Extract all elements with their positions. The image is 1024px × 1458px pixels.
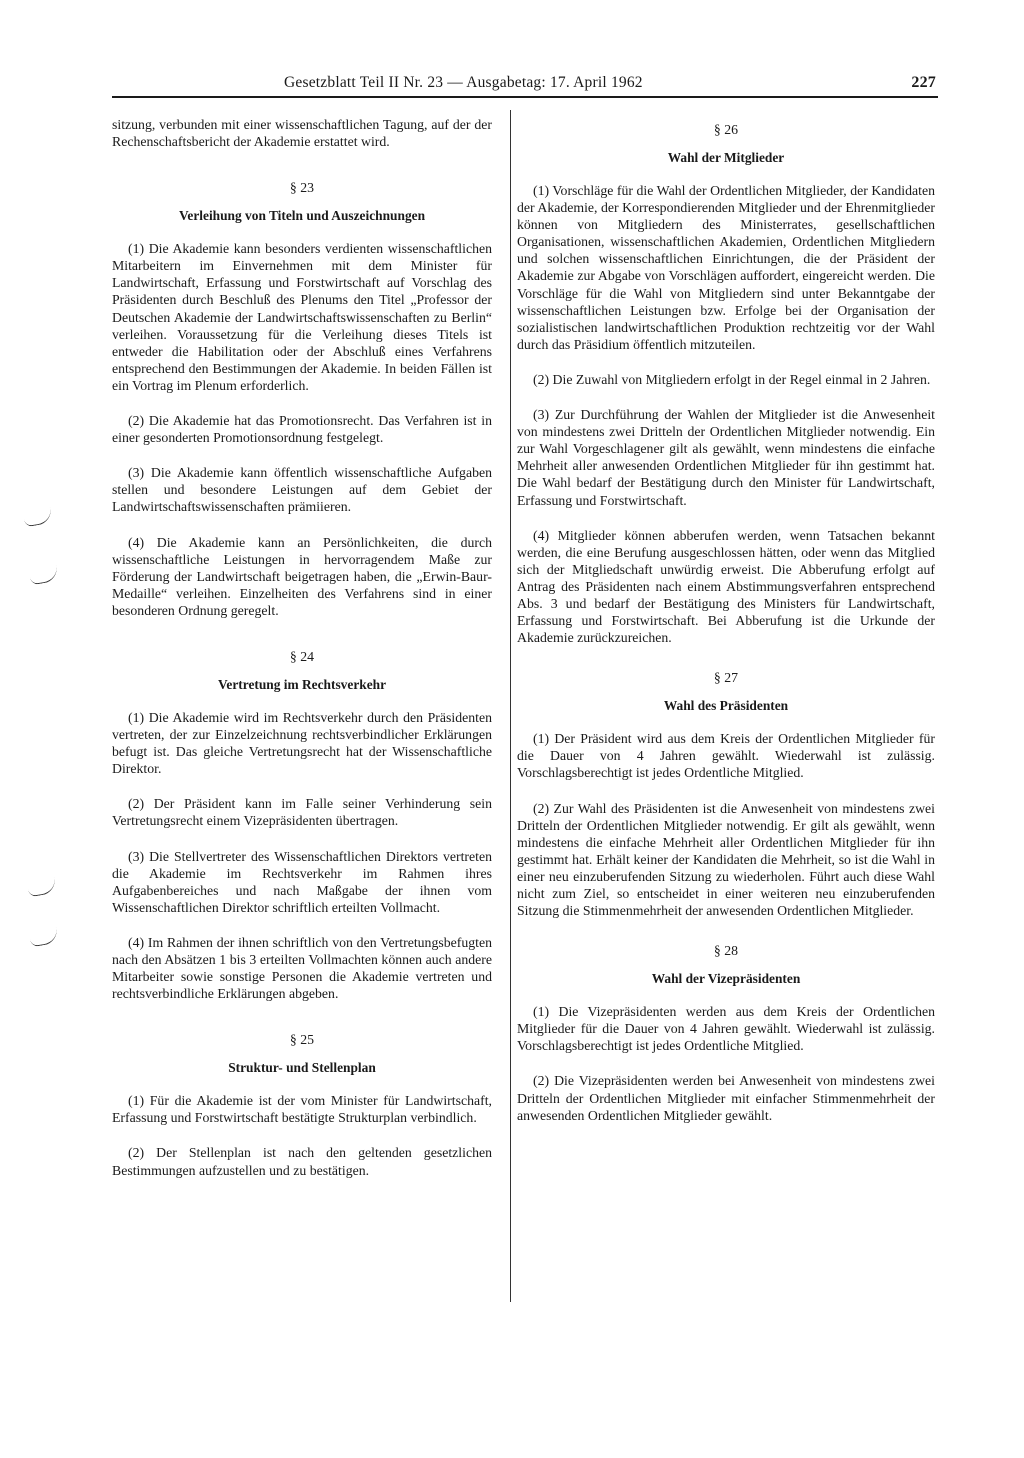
paragraph: (4) Mitglieder können abberufen werden, wenn Tatsachen bekannt werden, die eine Berufung ausgeschlossen hätten, oder wenn das Mitglied sich der Mitgliedschaft unwürdig erweist. Die Abberufung erfolgt auf Antrag des Präsidenten nach einem Abstimmungsverfahren entsprechend Abs. 3 und bedarf der Bestätigung des Ministers für Landwirtschaft, Erfassung und Forstwirtschaft. Bei Abberufung ist die Urkunde der Akademie zurückzureichen. [517,527,935,646]
section-title: Struktur- und Stellenplan [228,1060,376,1076]
paragraph: (3) Die Stellvertreter des Wissenschaftlichen Direktors vertreten die Akademie im Rechtsverkehr im Rahmen ihres Aufgabenbereiches und nach Maßgabe der ihnen vom Wissenschaftlichen Direktor schriftlich erteilten Vollmacht. [112,848,492,915]
section-number: § 23 [289,180,315,196]
margin-mark [23,508,53,528]
paragraph: (4) Im Rahmen der ihnen schriftlich von den Vertretungsbefugten nach den Absätzen 1 bis 3 erteilten Vollmachten können auch andere Mitarbeiter sowie sonstige Personen die Akademie vertreten und rechtsverbindliche Erklärungen abgeben. [112,934,492,1002]
paragraph: (1) Für die Akademie ist der vom Minister für Landwirtschaft, Erfassung und Forstwirtschaft bestätigte Strukturplan verbindlich. [112,1093,492,1126]
paragraph: sitzung, verbunden mit einer wissenschaftlichen Tagung, auf der der Rechenschaftsbericht der Akademie erstattet wird. [112,117,492,150]
margin-mark [29,928,59,948]
left-column [112,116,492,1197]
section-title: Vertretung im Rechtsverkehr [217,676,387,692]
section-title: Wahl des Präsidenten [663,698,789,714]
paragraph: (2) Die Zuwahl von Mitgliedern erfolgt in der Regel einmal in 2 Jahren. [533,371,931,387]
paragraph: (3) Die Akademie kann öffentlich wissenschaftliche Aufgaben stellen und besondere Leistungen auf dem Gebiet der Landwirtschaftswissenschaften prämiieren. [112,465,492,515]
paragraph: (2) Die Akademie hat das Promotionsrecht. Das Verfahren ist in einer gesonderten Promotionsordnung festgelegt. [112,413,492,446]
paragraph: (4) Die Akademie kann an Persönlichkeiten, die durch wissenschaftliche Leistungen in hervorragendem Maße zur Förderung der Landwirtschaft beigetragen haben, die „Erwin-Baur-Medaille“ verleihen. Einzelheiten des Verfahrens sind in einer besonderen Ordnung geregelt. [112,534,492,618]
section-number: § 27 [713,670,739,686]
paragraph: (1) Der Präsident wird aus dem Kreis der Ordentlichen Mitglieder für die Dauer von 4 Jahren gewählt. Wiederwahl ist zulässig. Vorschlagsberechtigt ist jedes Ordentliche Mitglied. [517,731,935,781]
paragraph: (2) Der Präsident kann im Falle seiner Verhinderung sein Vertretungsrecht einem Vizepräsidenten übertragen. [112,796,492,829]
section-number: § 24 [289,648,315,664]
section-number: § 26 [713,122,739,137]
column-divider [510,110,511,1302]
section-number: § 25 [289,1032,315,1048]
right-column [517,116,935,1142]
paragraph: (2) Zur Wahl des Präsidenten ist die Anwesenheit von mindestens zwei Dritteln der Ordentlichen Mitglieder notwendig. Er gilt als gewählt, wenn mindestens die einfache Mehrheit aller Ordentlichen Mitglieder für ihn gestimmt hat. Erhält keiner der Kandidaten die Mehrheit, so ist die Wahl in einer neu einzuberufenden Sitzung zu wiederholen. Führt auch diese Wahl nicht zum Ziel, so entscheidet in einer weiteren neu einzuberufenden Sitzung die Stimmenmehrheit der anwesenden Ordentlichen Mitglieder. [517,800,935,919]
paragraph: (1) Die Vizepräsidenten werden aus dem Kreis der Ordentlichen Mitglieder für die Dauer von 4 Jahren gewählt. Wiederwahl ist zulässig. Vorschlagsberechtigt ist jedes Ordentliche Mitglied. [517,1004,935,1054]
paragraph: (1) Vorschläge für die Wahl der Ordentlichen Mitglieder, der Kandidaten der Akademie, der Korrespondierenden Mitglieder und der Ehrenmitglieder können von Mitgliedern des Ministerrates, gesellschaftlichen Organisationen, wissenschaftlichen Akademien, Ordentlichen Mitgliedern und solchen wissenschaftlichen Einrichtungen, die der Präsident der Akademie zur Abgabe von Vorschlägen auffordert, eingereicht werden. Die Vorschläge für die Wahl von Mitgliedern sind unter Bekanntgabe der wissenschaftlichen Leistungen bzw. Erfolge bei der Organisation der sozialistischen landwirtschaftlichen Produktion rechtzeitig vor der Wahl durch das Präsidium öffentlich mitzuteilen. [517,183,935,352]
page-number: 227 [911,74,936,91]
paragraph: (1) Die Akademie wird im Rechtsverkehr durch den Präsidenten vertreten, der zur Einzelzeichnung rechtsverbindlicher Erklärungen befugt ist. Das gleiche Vertretungsrecht hat der Wissenschaftliche Direktor. [112,709,492,777]
section-number: § 28 [713,943,739,959]
margin-mark [29,566,59,586]
paragraph: (3) Zur Durchführung der Wahlen der Mitglieder ist die Anwesenheit von mindestens zwei Dritteln der Ordentlichen Mitglieder notwendig. Ein zur Wahl Vorgeschlagener gilt als gewählt, wenn mindestens die einfache Mehrheit aller anwesenden Ordentlichen Mitglieder für ihn gestimmt hat. Die Wahl bedarf der Bestätigung durch den Minister für Landwirtschaft, Erfassung und Forstwirtschaft. [517,407,935,508]
paragraph: (2) Der Stellenplan ist nach den geltenden gesetzlichen Bestimmungen aufzustellen und zu bestätigen. [112,1145,492,1178]
header-rule [112,96,938,98]
gazette-title: Gesetzblatt Teil II Nr. 23 — Ausgabetag: 17. April 1962 [284,74,643,91]
section-title: Verleihung von Titeln und Auszeichnungen [178,208,426,224]
paragraph: (2) Die Vizepräsidenten werden bei Anwesenheit von mindestens zwei Dritteln der Ordentlichen Mitglieder mit einfacher Stimmenmehrheit der anwesenden Ordentlichen Mitglieder gewählt. [517,1073,935,1123]
paragraph: (1) Die Akademie kann besonders verdienten wissenschaftlichen Mitarbeitern im Einvernehmen mit dem Minister für Landwirtschaft, Erfassung und Forstwirtschaft auf Vorschlag des Präsidenten durch Beschluß des Plenums den Titel „Professor der Deutschen Akademie der Landwirtschaftswissenschaften zu Berlin“ verleihen. Voraussetzung für die Verleihung dieses Titels ist entweder die Habilitation oder der Abschluß eines Verfahrens entsprechend den Bestimmungen der Akademie. In beiden Fällen ist ein Vortrag im Plenum erforderlich. [112,241,492,393]
margin-mark [27,878,57,898]
section-title: Wahl der Vizepräsidenten [651,971,801,987]
section-title: Wahl der Mitglieder [667,150,785,165]
